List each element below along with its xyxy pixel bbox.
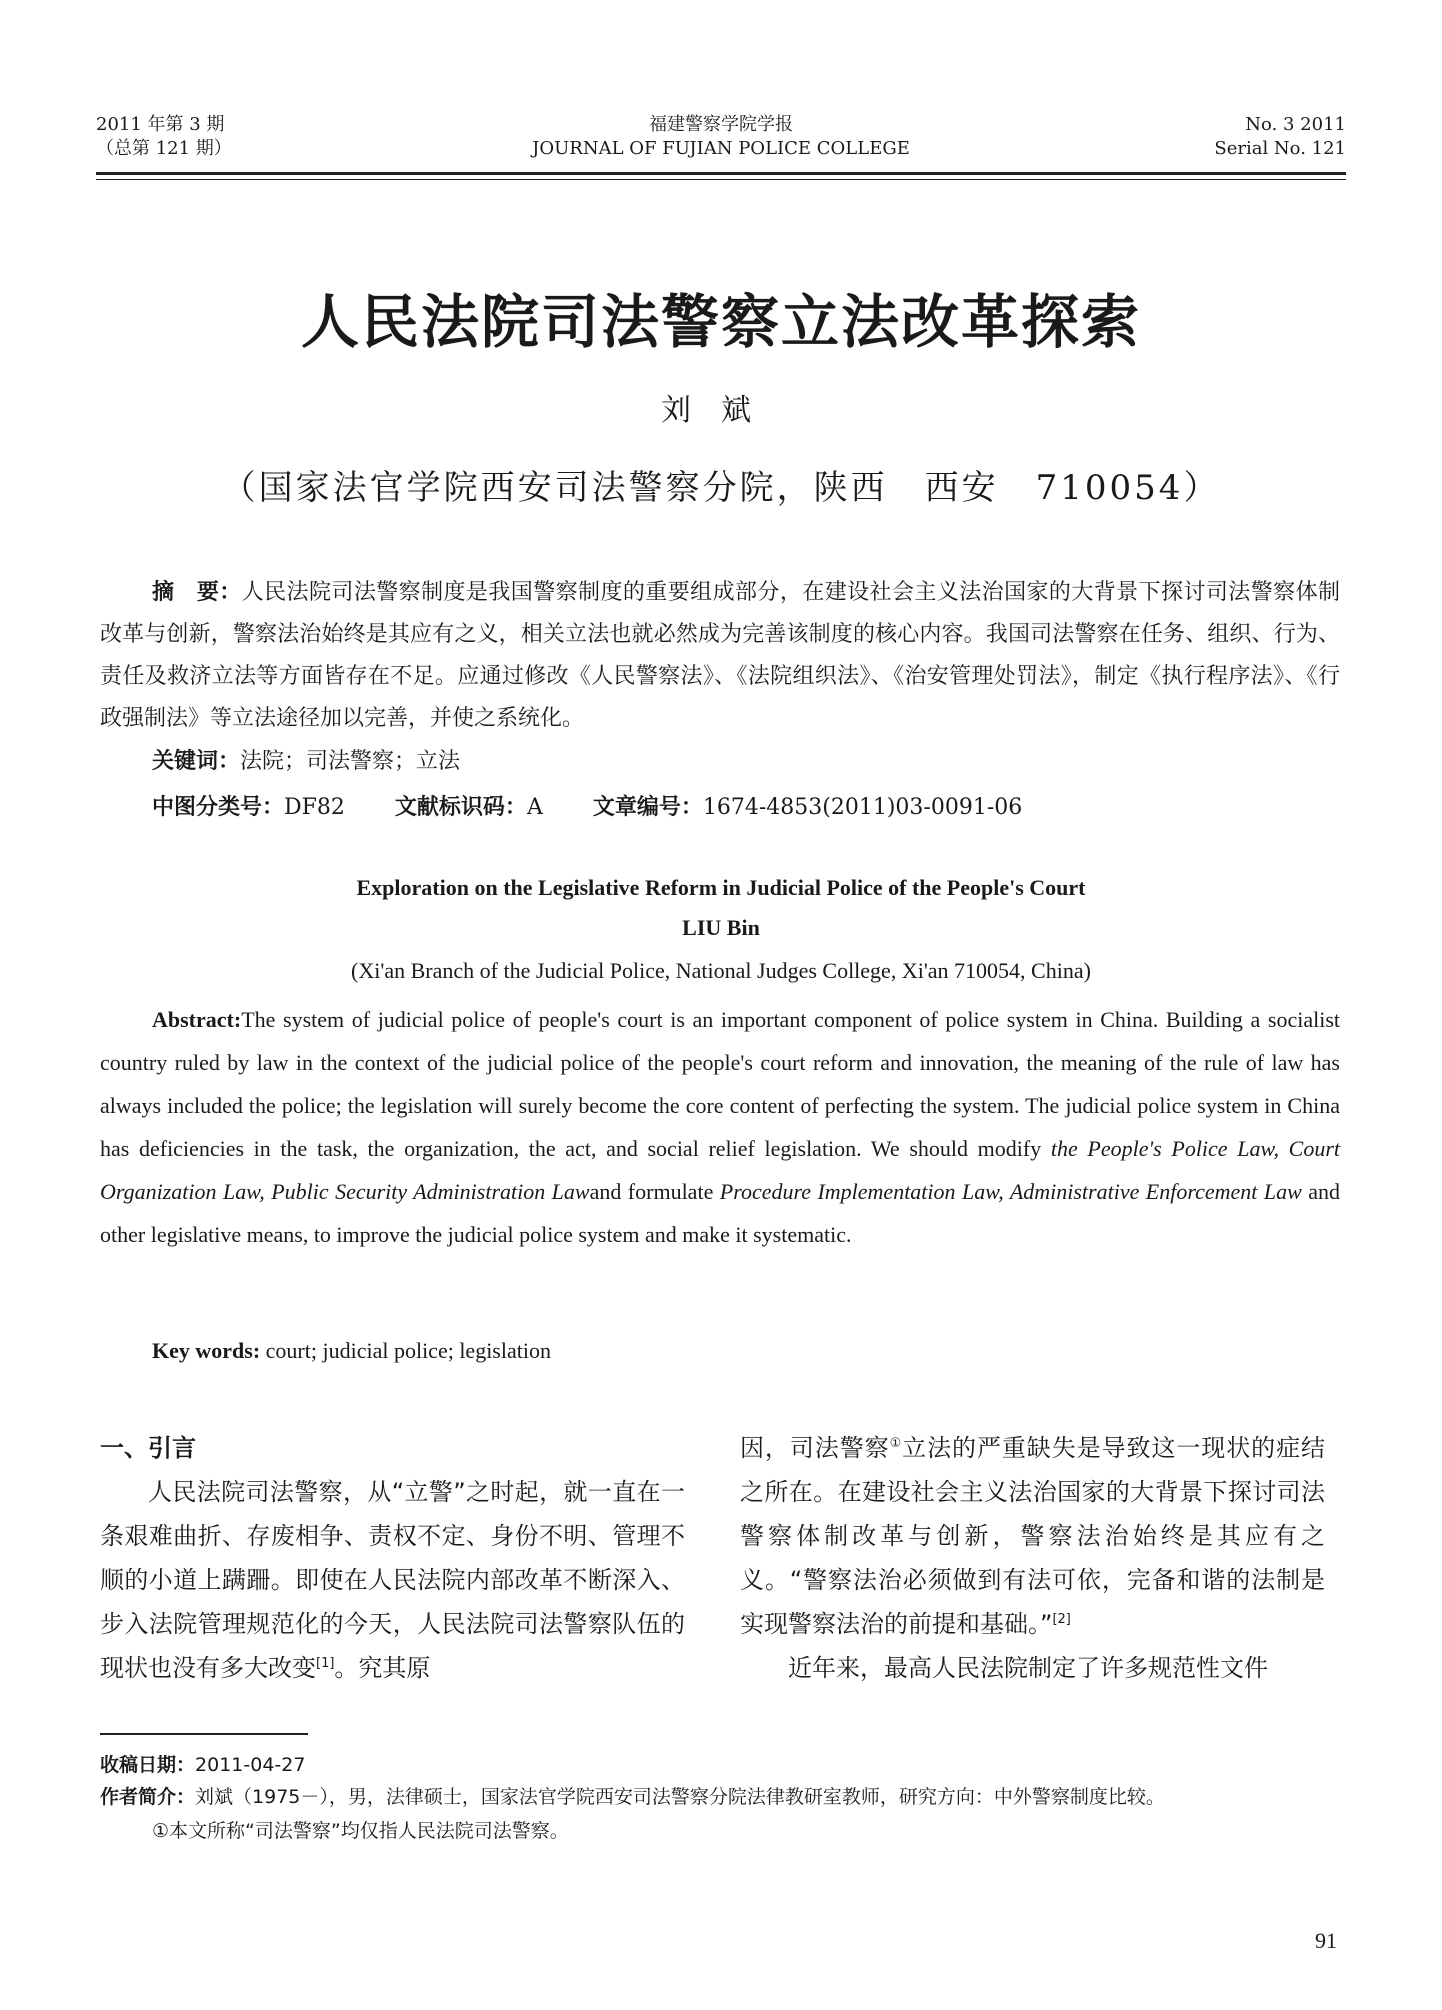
abstract-en [100, 998, 1340, 1256]
citation-ref: [1] [316, 1656, 335, 1671]
classification-line [152, 790, 1022, 821]
english-title: Exploration on the Legislative Reform in Judicial Police of the People's Court [356, 875, 1086, 900]
issue-info-en [1214, 113, 1346, 161]
keywords-en [152, 1338, 551, 1364]
abstract-en-laws1: the People's Police Law, Court Organization Law, Public Security Administration Law [100, 1136, 1340, 1204]
clc-value: DF82 [284, 795, 345, 820]
received-date-value: 2011-04-27 [195, 1754, 306, 1776]
footnote-1: ①本文所称“司法警察”均仅指人民法院司法警察。 [152, 1820, 569, 1842]
body-column-left [100, 1426, 685, 1690]
author-bio-text: 刘斌（1975－），男，法律硕士，国家法官学院西安司法警察分院法律教研室教师，研究方向：中外警察制度比较。 [195, 1786, 1165, 1808]
keywords-cn-text: 法院；司法警察；立法 [240, 749, 461, 774]
keywords-en-text: court; judicial police; legislation [265, 1338, 551, 1363]
issue-year: 2011 年第 3 期 [96, 114, 225, 135]
body-column-right [740, 1426, 1325, 1690]
english-affiliation: (Xi'an Branch of the Judicial Police, National Judges College, Xi'an 710054, China) [351, 958, 1091, 983]
header-rule-thin [96, 179, 1346, 180]
english-author: LIU Bin [682, 915, 760, 940]
body-right-text-b: 立法的严重缺失是导致这一现状的症结之所在。在建设社会主义法治国家的大背景下探讨司法警察体制改革与创新，警察法治始终是其应有之义。“警察法治必须做到有法可依，完备和谐的法制是实现警察法治的前提和基础。” [740, 1434, 1326, 1638]
serial-number: Serial No. 121 [1214, 138, 1346, 159]
page-number: 91 [1315, 1928, 1337, 1953]
abstract-en-part2: and formulate [589, 1179, 720, 1204]
article-number-label: 文章编号： [592, 795, 703, 820]
footnote-rule [100, 1733, 308, 1735]
doc-code-value: A [526, 795, 543, 820]
abstract-cn [100, 572, 1340, 740]
citation-ref: [2] [1052, 1612, 1071, 1627]
section-heading: 一、引言 [100, 1434, 196, 1462]
body-right-text-a: 因，司法警察 [740, 1434, 890, 1462]
abstract-en-part1: The system of judicial police of people's court is an important component of police system in China. Building a socialist country ruled by law in the context of the judicial police of the people's court reform and innovation, the meaning of the rule of law has always included the police; the legislation will surely become the core content of perfecting the system. The judicial police system in China has deficiencies in the task, the organization, the act, and social relief legislation. We should modify [100, 1007, 1340, 1161]
journal-name-en: JOURNAL OF FUJIAN POLICE COLLEGE [532, 138, 910, 159]
issue-serial: （总第 121 期） [96, 138, 232, 159]
keywords-cn [152, 744, 460, 775]
received-date [100, 1748, 1340, 1782]
journal-name-cn: 福建警察学院学报 [649, 114, 793, 135]
body-paragraph-continued [740, 1426, 1325, 1646]
body-left-text: 人民法院司法警察，从“立警”之时起，就一直在一条艰难曲折、存废相争、责权不定、身份不明、管理不顺的小道上蹒跚。即使在人民法院内部改革不断深入、步入法院管理规范化的今天，人民法院司法警察队伍的现状也没有多大改变 [100, 1478, 685, 1682]
footnote-marker: ① [889, 1436, 903, 1451]
author-bio-label: 作者简介： [100, 1786, 196, 1808]
body-paragraph [100, 1470, 685, 1690]
abstract-en-laws2: Procedure Implementation Law, Administrative Enforcement Law [719, 1179, 1302, 1204]
keywords-en-label: Key words: [152, 1338, 261, 1363]
header-rule-thick [96, 172, 1346, 175]
clc-label: 中图分类号： [152, 795, 285, 820]
abstract-cn-text: 人民法院司法警察制度是我国警察制度的重要组成部分，在建设社会主义法治国家的大背景下探讨司法警察体制改革与创新，警察法治始终是其应有之义，相关立法也就必然成为完善该制度的核心内容。我国司法警察在任务、组织、行为、责任及救济立法等方面皆存在不足。应通过修改《人民警察法》、《法院组织法》、《治安管理处罚法》，制定《执行程序法》、《行政强制法》等立法途径加以完善，并使之系统化。 [100, 580, 1340, 731]
article-number-value: 1674-4853(2011)03-0091-06 [702, 795, 1023, 820]
body-paragraph: 近年来，最高人民法院制定了许多规范性文件 [788, 1654, 1268, 1682]
received-date-label: 收稿日期： [100, 1754, 196, 1776]
issue-number: No. 3 2011 [1245, 114, 1346, 135]
abstract-en-label: Abstract: [152, 1007, 242, 1032]
article-author: 刘斌 [661, 393, 781, 428]
body-left-tail: 。究其原 [334, 1654, 431, 1682]
author-affiliation: （国家法官学院西安司法警察分院，陕西 西安 710054） [221, 468, 1221, 508]
abstract-en-part3: and other legislative means, to improve the judicial police system and make it systematic. [100, 1179, 1340, 1247]
abstract-cn-label: 摘 要： [152, 580, 242, 605]
article-title: 人民法院司法警察立法改革探索 [300, 288, 1141, 356]
doc-code-label: 文献标识码： [394, 795, 527, 820]
author-bio [100, 1780, 1340, 1814]
keywords-cn-label: 关键词： [152, 749, 241, 774]
